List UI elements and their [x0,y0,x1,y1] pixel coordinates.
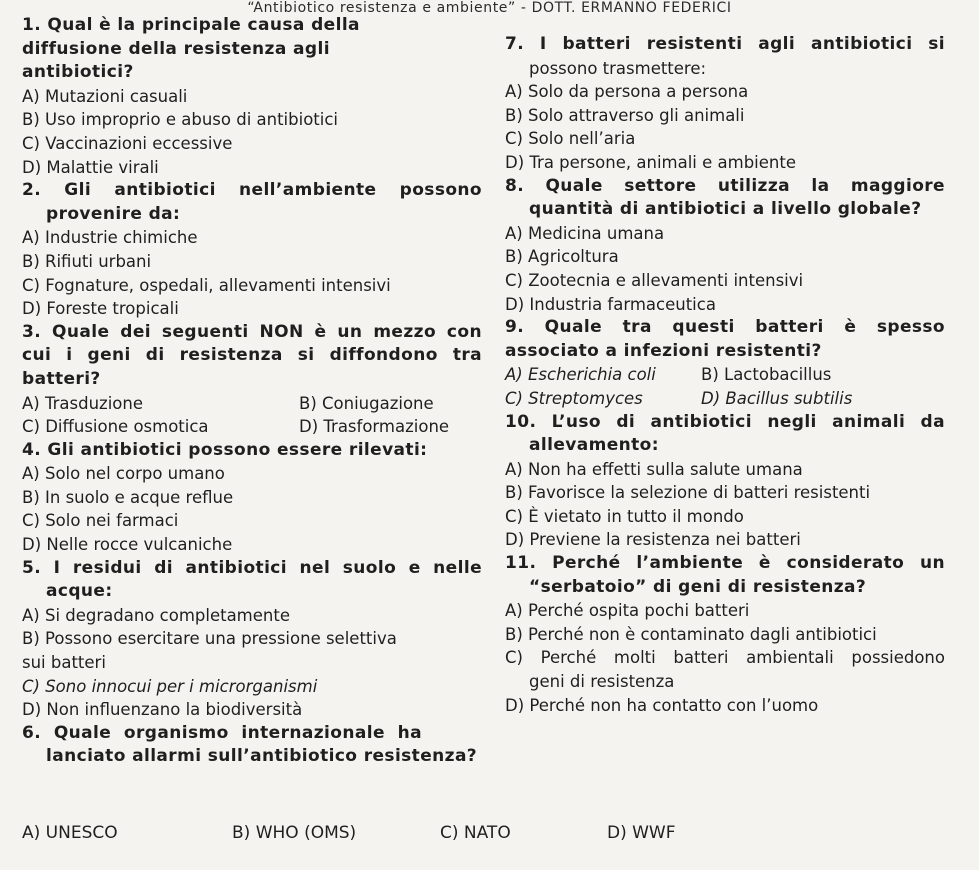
question-2-text-line: 2. Gli antibiotici nell’ambiente possono [22,180,482,201]
question-1-option-d: D) Malattie virali [22,157,159,177]
question-6-text-line: 6. Quale organismo internazionale ha [22,722,422,743]
question-5-option-b: B) Possono esercitare una pressione selettiva [22,629,397,649]
question-7 [505,33,945,175]
question-6-option-c: C) NATO [440,823,511,843]
question-7-option-c: C) Solo nell’aria [505,129,636,149]
question-3-option-c: C) Diffusione osmotica [22,417,209,437]
question-1-option-c: C) Vaccinazioni eccessive [22,133,233,153]
question-2-text-line: provenire da: [46,203,181,224]
question-5-option-c: C) Sono innocui per i microrganismi [22,676,318,696]
question-4-option-c: C) Solo nei farmaci [22,511,179,531]
question-4-option-a: A) Solo nel corpo umano [22,464,225,484]
question-11-option-c-continued: geni di resistenza [529,672,675,692]
question-5-text-line: 5. I residui di antibiotici nel suolo e nelle [22,557,482,578]
question-2 [22,179,482,321]
question-7-option-d: D) Tra persone, animali e ambiente [505,152,796,172]
question-5 [22,557,482,722]
question-2-option-a: A) Industrie chimiche [22,228,198,248]
question-6-option-a: A) UNESCO [22,823,118,843]
question-11-option-d: D) Perché non ha contatto con l’uomo [505,695,819,715]
question-4-option-b: B) In suolo e acque reflue [22,487,234,507]
question-11-text-line: “serbatoio” di geni di resistenza? [529,576,867,597]
question-8-option-a: A) Medicina umana [505,223,665,243]
question-4-text-line: 4. Gli antibiotici possono essere rilevati: [22,439,428,460]
question-6 [22,722,482,769]
question-9-option-a: A) Escherichia coli [505,365,656,385]
question-8 [505,175,945,317]
question-7-option-b: B) Solo attraverso gli animali [505,105,745,125]
question-1-option-a: A) Mutazioni casuali [22,86,188,106]
question-6-text-line: lanciato allarmi sull’antibiotico resistenza? [46,746,478,767]
question-5-text-line: acque: [46,581,113,602]
question-10 [505,411,945,553]
question-2-option-c: C) Fognature, ospedali, allevamenti intensivi [22,275,391,295]
question-8-option-c: C) Zootecnia e allevamenti intensivi [505,270,804,290]
question-9-text-line: 9. Quale tra questi batteri è spesso [505,317,945,338]
question-10-option-a: A) Non ha effetti sulla salute umana [505,459,803,479]
question-10-option-c: C) È vietato in tutto il mondo [505,506,744,526]
question-1-text-line: diffusione della resistenza agli [22,38,330,59]
question-9-options-row [505,387,945,411]
question-6-option-b: B) WHO (OMS) [232,823,357,843]
question-9-options-row [505,363,945,387]
question-10-text-line: allevamento: [529,435,659,456]
question-3-text-line: 3. Quale dei seguenti NON è un mezzo con [22,321,482,342]
question-9 [505,316,945,410]
question-8-option-d: D) Industria farmaceutica [505,294,716,314]
question-9-option-d: D) Bacillus subtilis [701,388,853,408]
question-3-text-line: cui i geni di resistenza si diffondono tra [22,345,482,366]
question-1-text-line: antibiotici? [22,62,134,83]
question-8-text-line: quantità di antibiotici a livello globale? [529,199,922,220]
question-4 [22,439,482,557]
question-7-option-a: A) Solo da persona a persona [505,82,749,102]
question-11 [505,552,945,717]
question-5-option-d: D) Non influenzano la biodiversità [22,700,303,720]
question-3-option-b: B) Coniugazione [299,393,434,413]
question-3 [22,321,482,439]
question-8-option-b: B) Agricoltura [505,247,619,267]
question-9-text-line: associato a infezioni resistenti? [505,340,822,361]
left-column [22,14,482,769]
question-7-text-line: possono trasmettere: [529,58,707,78]
page-header: “Antibiotico resistenza e ambiente” - DOTT. ERMANNO FEDERICI [247,0,732,16]
question-3-option-a: A) Trasduzione [22,393,143,413]
question-6-option-d: D) WWF [607,823,676,843]
question-2-option-b: B) Rifiuti urbani [22,251,152,271]
question-5-option-b-continued: sui batteri [22,653,106,673]
question-9-option-b: B) Lactobacillus [701,365,832,385]
right-column [505,33,945,717]
question-11-text-line: 11. Perché l’ambiente è considerato un [505,553,945,574]
question-1-option-b: B) Uso improprio e abuso di antibiotici [22,110,339,130]
question-4-option-d: D) Nelle rocce vulcaniche [22,535,233,555]
question-11-option-b: B) Perché non è contaminato dagli antibiotici [505,624,877,644]
question-10-option-d: D) Previene la resistenza nei batteri [505,530,801,550]
question-11-option-c: C) Perché molti batteri ambientali possiedono [505,648,945,668]
question-1 [22,14,482,179]
question-3-option-d: D) Trasformazione [299,417,450,437]
question-10-text-line: 10. L’uso di antibiotici negli animali da [505,411,945,432]
question-1-text-line: 1. Qual è la principale causa della [22,15,360,35]
question-10-option-b: B) Favorisce la selezione di batteri resistenti [505,483,871,503]
question-7-text-line: 7. I batteri resistenti agli antibiotici si [505,34,945,54]
question-3-options-row [22,392,482,416]
question-11-option-a: A) Perché ospita pochi batteri [505,601,750,621]
question-3-options-row [22,415,482,439]
question-2-option-d: D) Foreste tropicali [22,299,179,319]
question-9-option-c: C) Streptomyces [505,388,643,408]
question-6-options-row [22,823,722,847]
question-5-option-a: A) Si degradano completamente [22,605,290,625]
question-3-text-line: batteri? [22,368,101,389]
question-8-text-line: 8. Quale settore utilizza la maggiore [505,175,945,196]
